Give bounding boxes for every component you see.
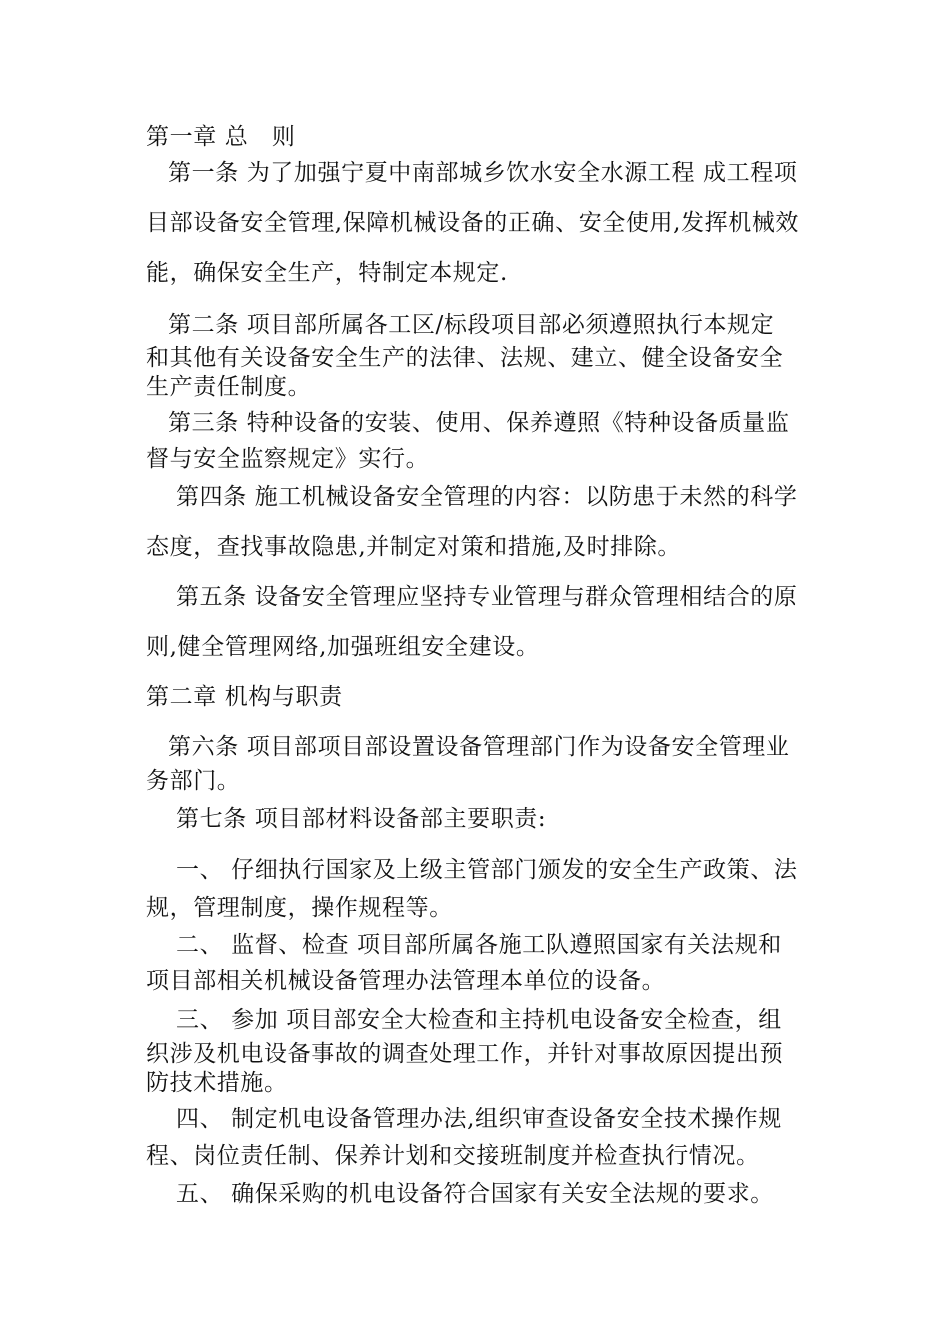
article-6-line-2: 务部门。 [146, 768, 241, 794]
article-1-line-3: 能，确保安全生产，特制定本规定. [146, 260, 508, 286]
article-5-line-1: 第五条 设备安全管理应坚持专业管理与群众管理相结合的原 [176, 584, 798, 610]
article-1-line-2: 目部设备安全管理,保障机械设备的正确、安全使用,发挥机械效 [146, 210, 800, 236]
item-5-line-1: 五、 确保采购的机电设备符合国家有关安全法规的要求。 [176, 1181, 774, 1207]
article-6-line-1: 第六条 项目部项目部设置设备管理部门作为设备安全管理业 [168, 734, 790, 760]
item-3-line-2: 织涉及机电设备事故的调查处理工作，并针对事故原因提出预 [146, 1041, 784, 1067]
chapter-2-heading: 第二章 机构与职责 [146, 684, 343, 710]
item-1-line-1: 一、 仔细执行国家及上级主管部门颁发的安全生产政策、法 [176, 857, 798, 883]
article-3-line-1: 第三条 特种设备的安装、使用、保养遵照《特种设备质量监 [168, 410, 790, 436]
article-2-line-2: 和其他有关设备安全生产的法律、法规、建立、健全设备安全 [146, 345, 784, 371]
item-2-line-2: 项目部相关机械设备管理办法管理本单位的设备。 [146, 968, 666, 994]
article-7-line-1: 第七条 项目部材料设备部主要职责: [176, 806, 547, 832]
item-4-line-1: 四、 制定机电设备管理办法,组织审查设备安全技术操作规 [176, 1106, 782, 1132]
item-1-line-2: 规，管理制度，操作规程等。 [146, 895, 453, 921]
article-2-line-3: 生产责任制度。 [146, 374, 312, 400]
item-3-line-1: 三、 参加 项目部安全大检查和主持机电设备安全检查，组 [176, 1007, 782, 1033]
item-4-line-2: 程、岗位责任制、保养计划和交接班制度并检查执行情况。 [146, 1143, 760, 1169]
article-3-line-2: 督与安全监察规定》实行。 [146, 446, 430, 472]
item-3-line-3: 防技术措施。 [146, 1070, 288, 1096]
item-2-line-1: 二、 监督、检查 项目部所属各施工队遵照国家有关法规和 [176, 932, 782, 958]
chapter-1-heading: 第一章 总 则 [146, 124, 296, 150]
article-5-line-2: 则,健全管理网络,加强班组安全建设。 [146, 634, 540, 660]
article-4-line-2: 态度，查找事故隐患,并制定对策和措施,及时排除。 [146, 534, 682, 560]
article-4-line-1: 第四条 施工机械设备安全管理的内容：以防患于未然的科学 [176, 484, 798, 510]
article-2-line-1: 第二条 项目部所属各工区/标段项目部必须遵照执行本规定 [168, 312, 775, 338]
article-1-line-1: 第一条 为了加强宁夏中南部城乡饮水安全水源工程 成工程项 [168, 160, 798, 186]
